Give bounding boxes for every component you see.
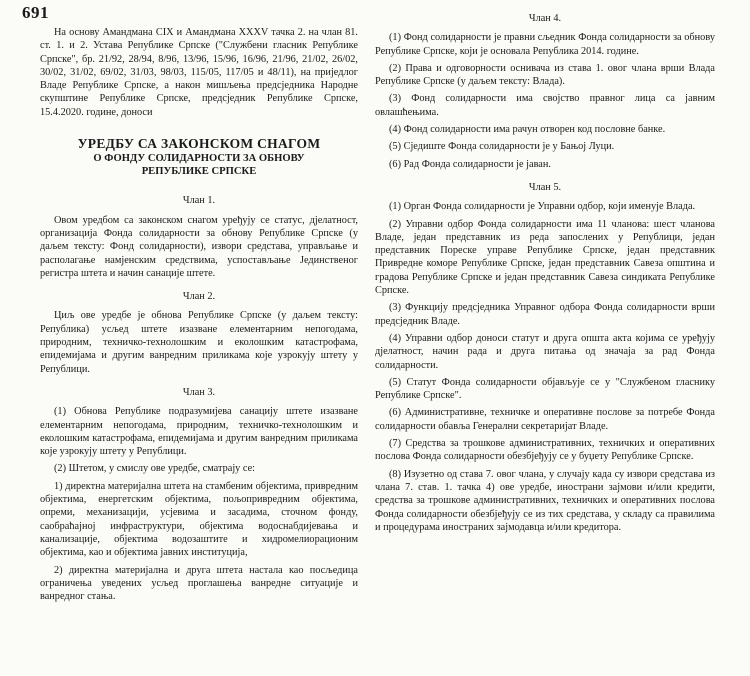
subtitle-line-2: РЕПУБЛИКЕ СРПСКЕ	[141, 166, 257, 178]
article-2-text: Циљ ове уредбе је обнова Републике Српске (у даљем тексту: Република) усљед штете изазване елементарним непогодама, природним, техничко-технолошким и еколошким катастрофама, епидемијама и другим ванредним приликама које узрокују штету у Републици.	[40, 310, 358, 375]
article-4-paragraph: (5) Сједиште Фонда солидарности је у Бањој Луци.	[389, 141, 615, 153]
article-5-paragraph: (2) Управни одбор Фонда солидарности има 11 чланова: шест чланова Владе, један представник из реда запослених у Републици, један представник Пореске управе Републике Српске, један представник Привредне коморе Републике Српске, један представник Савеза општина и градова Републике Српске и један представник Савеза синдиката Републике Српске.	[375, 218, 715, 297]
subtitle-line-1: О ФОНДУ СОЛИДАРНОСТИ ЗА ОБНОВУ	[93, 153, 305, 165]
document-subtitle	[40, 152, 358, 178]
preamble: На основу Амандмана CIX и Амандмана XXXV тачка 2. на члан 81. ст. 1. и 2. Устава Републике Српске ("Службени гласник Републике Српске", бр. 21/92, 28/94, 8/96, 13/96, 15/96, 16/96, 21/96, 21/02, 26/02, 30/02, 31/02, 69/02, 31/03, 98/03, 115/05, 117/05 и 48/11), на приједлог Владе Републике Српске, а након мишљења предсједника Народне скупштине Републике Српске, предсједник Републике Српске, 15.4.2020. године, доноси	[40, 27, 358, 118]
article-4-heading: Члан 4.	[528, 13, 562, 24]
article-4-paragraph: (1) Фонд солидарности је правни сљедник Фонда солидарности за обнову Републике Српске, који је основала Република 2014. године.	[375, 32, 715, 57]
article-3-paragraph: (1) Обнова Републике подразумијева санацију штете изазване елементарним непогодама, природним, техничко-технолошким и еколошким катастрофама, епидемијама и другим ванредним приликама које узрокују штету у Републици.	[40, 406, 358, 458]
page-number: 691	[22, 3, 49, 22]
right-column	[375, 12, 715, 538]
article-5-paragraph: (6) Административне, техничке и оперативне послове за потребе Фонда солидарности обавља Генерални секретаријат Владе.	[375, 407, 715, 432]
document-title: УРЕДБУ СА ЗАКОНСКОМ СНАГОМ	[77, 136, 321, 152]
article-5-paragraph: (5) Статут Фонда солидарности објављује се у "Службеном гласнику Републике Српске".	[375, 376, 715, 402]
article-4-paragraph: (2) Права и одговорности оснивача из става 1. овог члана врши Влада Републике Српске (у даљем тексту: Влада).	[375, 62, 715, 88]
article-5-heading: Члан 5.	[528, 181, 562, 193]
article-3-paragraph: 2) директна материјална и друга штета настала као посљедица ограничења уведених усљед проглашења ванредне ситуације и ванредног стања.	[40, 564, 358, 603]
article-5-paragraph: (1) Орган Фонда солидарности је Управни одбор, који именује Влада.	[389, 201, 696, 213]
article-5-paragraph: (7) Средства за трошкове административних, техничких и оперативних послова Фонда солидарности обезбјеђују се у буџету Републике Српске.	[375, 438, 715, 463]
article-2-heading: Члан 2.	[182, 291, 216, 303]
article-5-paragraph: (8) Изузетно од става 7. овог члана, у случају када су извори средстава из члана 7. став. 1. тачка 4) ове уредбе, инострани зајмови и/или кредити, средства за трошкове административних, техничких и оперативних послова Фонда солидарности обезбјеђују се из тих средстава, у складу са правилима и процедурама иностраних зајмодавца и/или кредитора.	[375, 468, 715, 533]
article-5-paragraph: (4) Управни одбор доноси статут и друга општа акта којима се уређују дјелатност, начин рада и друга питања од значаја за рад Фонда солидарности.	[375, 332, 715, 371]
article-3-paragraph: (2) Штетом, у смислу ове уредбе, сматрају се:	[54, 463, 256, 475]
article-1-text: Овом уредбом са законском снагом уређују се статус, дјелатност, организација Фонда солидарности за обнову Републике Српске (у даљем тексту: Фонд солидарности), извори средстава, управљање и располагање намјенским средствима, успостављање Јединственог регистра штета и начин санације штете.	[40, 214, 358, 279]
left-column	[40, 26, 358, 607]
article-5-paragraph: (3) Функцију предсједника Управног одбора Фонда солидарности врши предсједник Владе.	[375, 302, 715, 327]
article-3-paragraph: 1) директна материјална штета на стамбеним објектима, привредним објектима, енергетским објектима, пољопривредним објектима, опреми, механизацији, усјевима и засадима, сточном фонду, саобраћајној инфраструктури, објектима водоснабдијевања и канализације, објектима водозаштите и хидромелиорационим објектима, као и објектима јавних институција,	[40, 480, 358, 559]
article-4-paragraph: (4) Фонд солидарности има рачун отворен код пословне банке.	[389, 124, 666, 136]
article-3-heading: Члан 3.	[182, 386, 216, 398]
article-4-paragraph: (3) Фонд солидарности има својство правног лица са јавним овлашћењима.	[375, 93, 715, 118]
article-4-paragraph: (6) Рад Фонда солидарности је јаван.	[389, 158, 551, 170]
article-1-heading: Члан 1.	[182, 195, 216, 207]
